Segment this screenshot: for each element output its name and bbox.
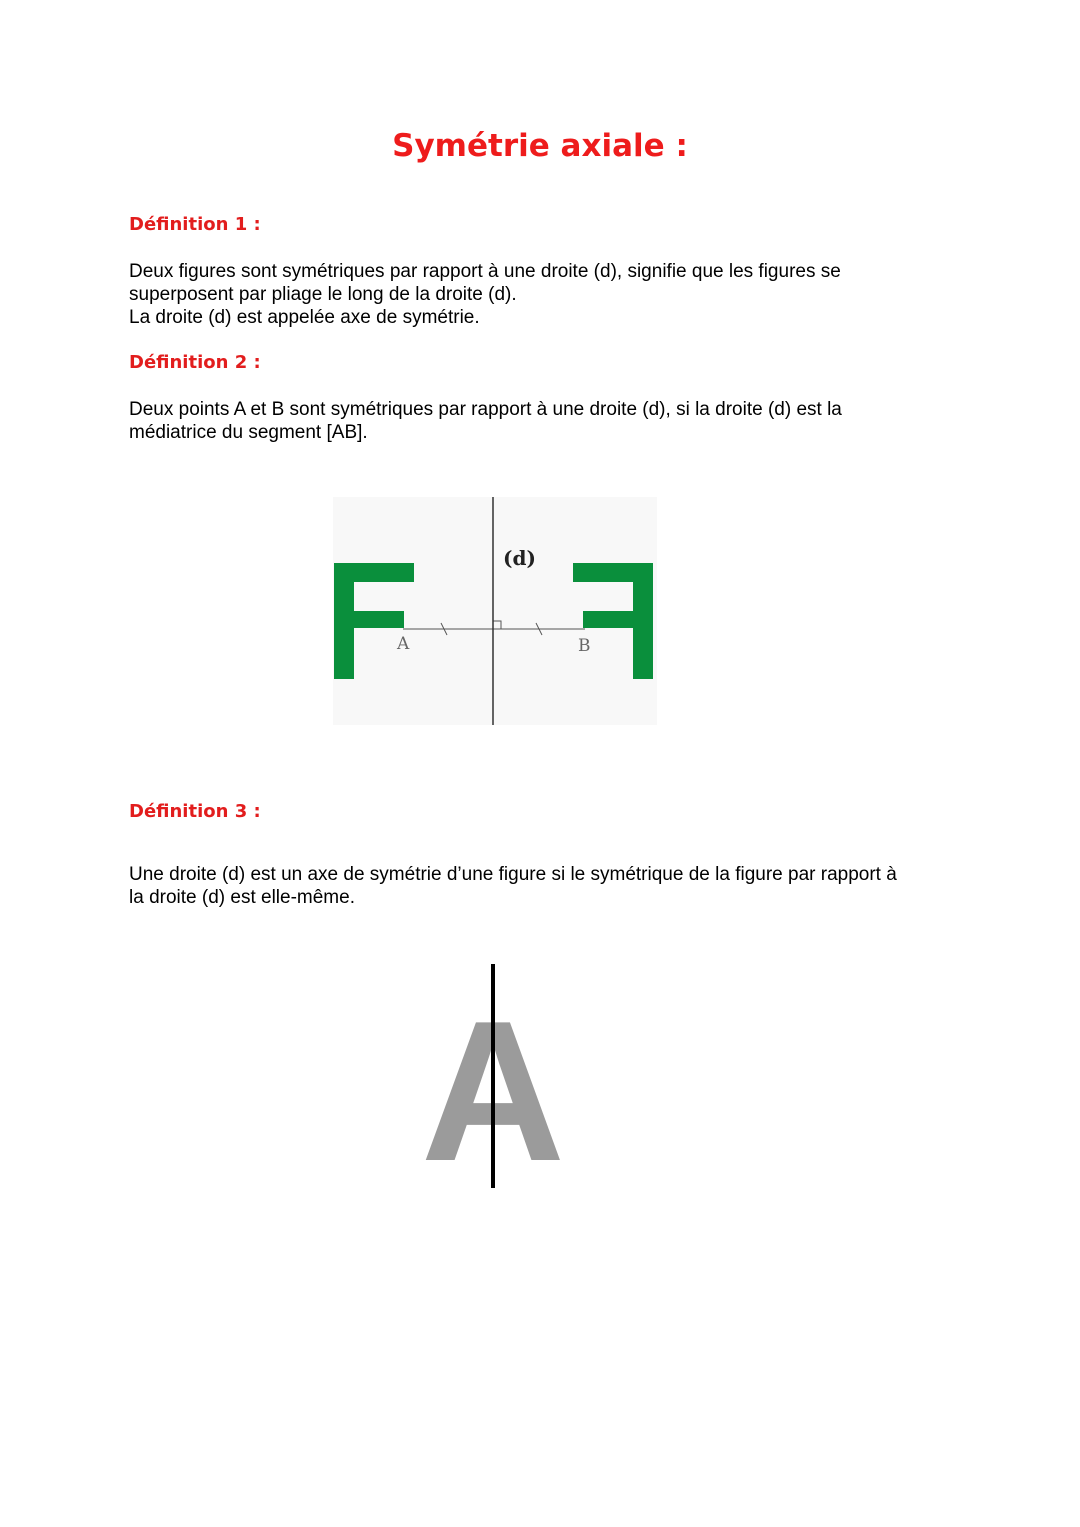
mirrored-f-svg (333, 497, 657, 725)
point-b-label: B (578, 636, 591, 656)
definition-2-text (129, 398, 959, 444)
definition-3-text (129, 863, 959, 909)
definition-1-line-1: Deux figures sont symétriques par rapport à une droite (d), signifie que les figures se (129, 261, 841, 282)
definition-3-line-1: Une droite (d) est un axe de symétrie d’une figure si le symétrique de la figure par rapport à (129, 864, 897, 885)
axis-label-d: (d) (503, 546, 536, 570)
page-title: Symétrie axiale : (392, 128, 688, 164)
definition-2-line-2: médiatrice du segment [AB]. (129, 422, 368, 443)
definition-1-heading: Définition 1 : (129, 214, 261, 235)
definition-1-line-2: superposent par pliage le long de la droite (d). (129, 284, 517, 305)
definition-1-line-3: La droite (d) est appelée axe de symétrie. (129, 307, 480, 328)
letter-f-shape (334, 563, 414, 679)
letter-f-mirrored-shape (573, 563, 653, 679)
point-a-label: A (397, 634, 410, 654)
definition-3-heading: Définition 3 : (129, 801, 261, 822)
definition-3-line-2: la droite (d) est elle-même. (129, 887, 355, 908)
definition-2-heading: Définition 2 : (129, 352, 261, 373)
letter-a-figure (410, 960, 580, 1192)
letter-a-glyph: A (420, 980, 566, 1192)
mirrored-f-figure (333, 497, 657, 725)
letter-a-svg (410, 960, 580, 1192)
definition-2-line-1: Deux points A et B sont symétriques par rapport à une droite (d), si la droite (d) est la (129, 399, 842, 420)
right-angle-mark (493, 621, 501, 629)
definition-1-text (129, 260, 959, 329)
